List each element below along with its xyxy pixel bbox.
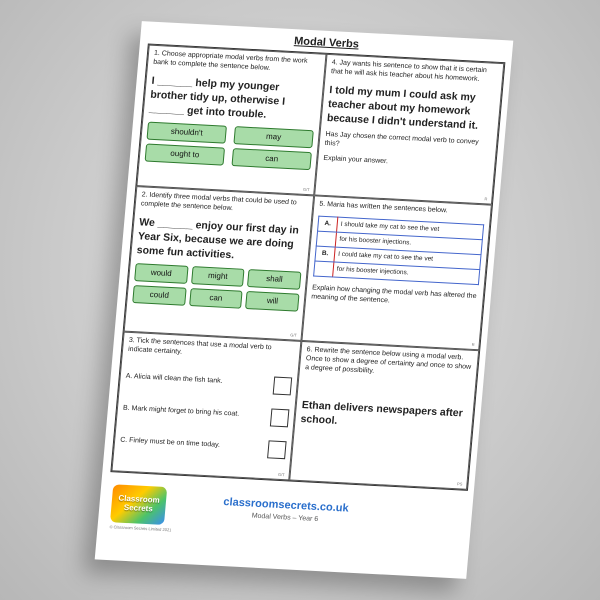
question-2 bbox=[124, 186, 314, 341]
word-card: might bbox=[191, 266, 245, 287]
q4-sentence: I told my mum I could ask my teacher about my homework because I didn't understand it. bbox=[326, 83, 479, 132]
worksheet bbox=[95, 21, 514, 579]
tick-box[interactable] bbox=[270, 408, 290, 427]
worksheet-subtitle: Modal Verbs – Year 6 bbox=[251, 512, 319, 524]
q2-ref: G/T bbox=[290, 332, 298, 338]
row-text: for his booster injections. bbox=[333, 262, 480, 285]
q3-option bbox=[119, 432, 286, 459]
q5-explain: Explain how changing the modal verb has altered the meaning of the sentence. bbox=[310, 284, 477, 305]
q3-prompt: 3. Tick the sentences that use a modal verb to indicate certainty. bbox=[127, 336, 272, 356]
q3-option bbox=[122, 400, 289, 427]
q1-word-bank bbox=[145, 122, 314, 171]
website-url: classroomsecrets.co.uk bbox=[222, 496, 350, 515]
word-card: will bbox=[245, 291, 299, 312]
word-card: ought to bbox=[145, 144, 225, 166]
q6-ref: PS bbox=[456, 481, 463, 487]
q5-prompt: 5. Maria has written the sentences below. bbox=[319, 200, 448, 215]
row-label-empty bbox=[316, 231, 336, 247]
option-text: B. Mark might forget to bring his coat. bbox=[122, 404, 240, 418]
word-card: could bbox=[132, 285, 186, 306]
row-text: I should take my cat to see the vet bbox=[337, 217, 484, 240]
question-grid bbox=[110, 43, 505, 490]
q2-sentence: We ______ enjoy our first day in Year Six, because we are doing some fun activities. bbox=[136, 215, 300, 262]
word-card: would bbox=[134, 263, 188, 284]
word-card: may bbox=[233, 126, 313, 148]
question-5 bbox=[301, 195, 491, 350]
row-label: B. bbox=[315, 246, 335, 262]
option-text: A. Alicia will clean the fish tank. bbox=[125, 372, 223, 385]
q4-ref: R bbox=[484, 196, 488, 202]
word-card: shall bbox=[247, 269, 301, 290]
q1-sentence: I ______ help my younger brother tidy up, otherwise I ______ get into trouble. bbox=[148, 74, 286, 121]
q1-prompt: 1. Choose appropriate modal verbs from the work bank to complete the sentence below. bbox=[152, 49, 308, 72]
word-card: shouldn't bbox=[146, 122, 226, 144]
question-3 bbox=[111, 332, 301, 481]
q3-option bbox=[125, 368, 292, 395]
logo-line-2: Secrets bbox=[123, 502, 154, 514]
q5-ref: R bbox=[471, 341, 475, 347]
question-1 bbox=[136, 45, 326, 196]
question-4 bbox=[314, 54, 504, 205]
q1-ref: G/T bbox=[302, 186, 310, 193]
word-card: can bbox=[231, 148, 311, 170]
q2-prompt: 2. Identify three modal verbs that could be used to complete the sentence below. bbox=[140, 191, 298, 212]
q2-word-bank bbox=[132, 263, 301, 312]
logo-line-1: Classroom bbox=[118, 493, 161, 505]
row-text: I could take my cat to see the vet bbox=[334, 247, 481, 270]
copyright: © Classroom Secrets Limited 2021 bbox=[109, 524, 172, 533]
q5-sentence-table bbox=[313, 215, 484, 285]
tick-box[interactable] bbox=[273, 376, 293, 395]
q4-question: Has Jay chosen the correct modal verb to convey this? bbox=[324, 130, 479, 148]
q4-explain: Explain your answer. bbox=[323, 154, 389, 165]
worksheet-title: Modal Verbs bbox=[293, 35, 360, 51]
q3-ref: G/T bbox=[277, 471, 285, 478]
option-text: C. Finley must be on time today. bbox=[119, 436, 221, 449]
q6-sentence: Ethan delivers newspapers after school. bbox=[300, 399, 464, 428]
word-card: can bbox=[189, 288, 243, 309]
question-6 bbox=[289, 341, 479, 490]
row-label: A. bbox=[318, 216, 338, 232]
tick-box[interactable] bbox=[267, 440, 287, 459]
row-text: for his booster injections. bbox=[335, 232, 482, 255]
q4-prompt: 4. Jay wants his sentence to show that it is certain that he will ask his teacher about his homework. bbox=[330, 59, 488, 83]
row-label-empty bbox=[314, 261, 334, 277]
q6-prompt: 6. Rewrite the sentence below using a modal verb. Once to show a degree of certainty and once to show a degree of possibility. bbox=[304, 346, 472, 375]
